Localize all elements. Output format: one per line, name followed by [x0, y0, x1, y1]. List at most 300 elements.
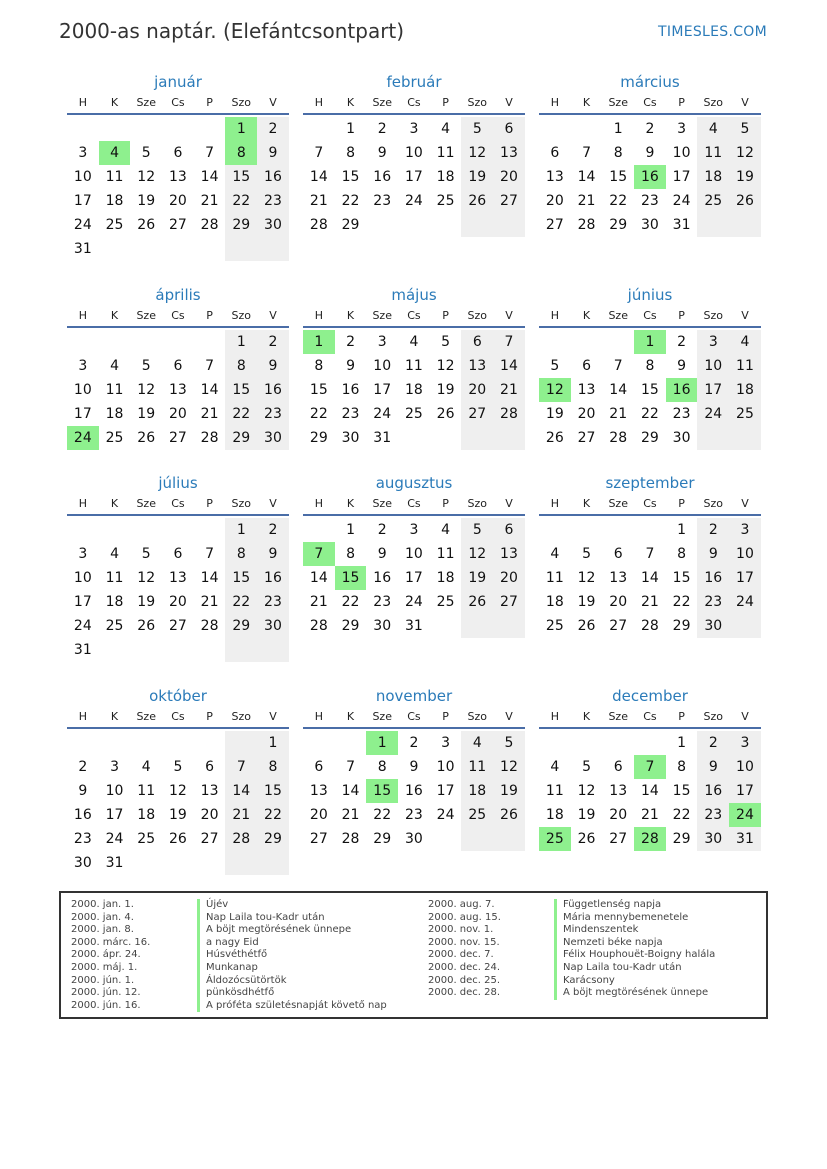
holiday-day-cell: 1 — [303, 330, 335, 354]
day-cell: 16 — [341, 382, 360, 398]
day-cell: 26 — [461, 590, 493, 614]
day-cell: 21 — [200, 594, 219, 610]
day-cell: 22 — [225, 590, 257, 614]
day-grid — [67, 518, 289, 662]
day-cell: 18 — [436, 570, 455, 586]
weekday-label: Cs — [171, 96, 185, 109]
month-március — [539, 71, 761, 237]
day-cell: 12 — [461, 141, 493, 165]
day-cell: 11 — [436, 145, 455, 161]
day-cell: 23 — [697, 803, 729, 827]
empty-cell — [130, 638, 162, 662]
month-december — [539, 685, 761, 851]
weekday-label: V — [741, 309, 749, 322]
legend-date: 2000. máj. 1. — [71, 961, 138, 973]
weekday-label: K — [110, 96, 119, 109]
month-title: február — [386, 73, 442, 91]
day-cell: 23 — [341, 406, 360, 422]
day-cell: 12 — [137, 382, 156, 398]
day-cell: 19 — [137, 594, 156, 610]
legend-date: 2000. márc. 16. — [71, 936, 151, 948]
holiday-day-cell: 25 — [539, 827, 571, 851]
day-cell: 8 — [645, 358, 655, 374]
day-cell: 23 — [257, 189, 289, 213]
weekday-label: H — [550, 497, 559, 510]
day-cell: 25 — [729, 402, 761, 426]
day-cell: 25 — [436, 193, 455, 209]
day-cell: 3 — [677, 121, 687, 137]
day-cell: 17 — [672, 169, 691, 185]
empty-cell — [225, 237, 257, 261]
day-cell: 27 — [493, 189, 525, 213]
day-cell: 21 — [609, 406, 628, 422]
legend-row — [418, 949, 715, 962]
empty-cell — [130, 330, 162, 354]
day-cell: 17 — [729, 566, 761, 590]
day-cell: 13 — [168, 169, 187, 185]
day-cell: 12 — [493, 755, 525, 779]
day-cell: 21 — [309, 594, 328, 610]
day-cell: 20 — [609, 807, 628, 823]
empty-cell — [398, 213, 430, 237]
day-cell: 10 — [672, 145, 691, 161]
day-cell: 18 — [545, 594, 564, 610]
day-cell: 3 — [78, 546, 88, 562]
day-grid — [539, 117, 761, 237]
day-cell: 8 — [225, 542, 257, 566]
day-cell: 5 — [582, 759, 591, 775]
empty-cell — [194, 330, 226, 354]
day-cell: 27 — [309, 831, 328, 847]
day-cell: 14 — [309, 169, 328, 185]
holiday-day-cell: 4 — [99, 141, 131, 165]
empty-cell — [67, 731, 99, 755]
empty-cell — [398, 426, 430, 450]
day-cell: 12 — [436, 358, 455, 374]
day-cell: 28 — [200, 618, 219, 634]
day-cell: 2 — [697, 731, 729, 755]
empty-cell — [225, 638, 257, 662]
empty-cell — [194, 117, 226, 141]
day-cell: 16 — [373, 570, 392, 586]
weekday-label: Cs — [171, 710, 185, 723]
day-cell: 9 — [377, 145, 387, 161]
weekday-header-row — [303, 494, 525, 516]
day-cell: 26 — [493, 803, 525, 827]
legend-date: 2000. nov. 1. — [428, 924, 494, 936]
empty-cell — [162, 731, 194, 755]
weekday-label: Sze — [136, 96, 156, 109]
day-grid — [303, 518, 525, 638]
weekday-header-row — [67, 494, 289, 516]
empty-cell — [67, 518, 99, 542]
empty-cell — [539, 518, 571, 542]
day-cell: 31 — [404, 618, 423, 634]
day-cell: 23 — [404, 807, 423, 823]
day-cell: 25 — [545, 618, 564, 634]
weekday-label: K — [346, 309, 355, 322]
day-cell: 29 — [672, 831, 691, 847]
day-cell: 7 — [314, 145, 324, 161]
weekday-label: P — [206, 497, 213, 510]
day-cell: 27 — [200, 831, 219, 847]
legend-date: 2000. dec. 7. — [428, 949, 494, 961]
day-cell: 27 — [168, 430, 187, 446]
day-cell: 18 — [404, 382, 423, 398]
day-cell: 22 — [341, 594, 360, 610]
day-cell: 9 — [377, 546, 387, 562]
empty-cell — [461, 213, 493, 237]
day-cell: 4 — [110, 358, 119, 374]
day-cell: 3 — [78, 358, 88, 374]
legend-holiday-name: Munkanap — [197, 962, 258, 975]
legend-date: 2000. jún. 1. — [71, 974, 135, 986]
day-cell: 18 — [545, 807, 564, 823]
day-cell: 18 — [137, 807, 156, 823]
day-cell: 15 — [672, 570, 691, 586]
day-cell: 17 — [404, 570, 423, 586]
day-cell: 19 — [729, 165, 761, 189]
day-cell: 21 — [640, 594, 659, 610]
day-grid — [67, 117, 289, 261]
empty-cell — [493, 426, 525, 450]
month-title: október — [149, 687, 207, 705]
weekday-label: P — [678, 710, 685, 723]
day-cell: 25 — [105, 217, 124, 233]
weekday-label: H — [78, 710, 87, 723]
day-cell: 31 — [105, 855, 124, 871]
empty-cell — [99, 518, 131, 542]
legend-holiday-name: Mindenszentek — [554, 924, 638, 937]
day-cell: 25 — [137, 831, 156, 847]
day-cell: 20 — [609, 594, 628, 610]
day-cell: 2 — [377, 522, 387, 538]
month-title: március — [620, 73, 680, 91]
month-title: november — [375, 687, 453, 705]
weekday-label: H — [550, 309, 559, 322]
day-cell: 17 — [404, 169, 423, 185]
day-cell: 24 — [697, 402, 729, 426]
day-cell: 24 — [373, 406, 392, 422]
day-cell: 6 — [173, 358, 183, 374]
legend-column — [418, 899, 715, 1000]
day-cell: 20 — [168, 594, 187, 610]
legend-holiday-name: Nap Laila tou-Kadr után — [554, 962, 682, 975]
day-cell: 3 — [377, 334, 387, 350]
empty-cell — [335, 731, 367, 755]
weekday-label: K — [582, 96, 591, 109]
day-cell: 23 — [373, 594, 392, 610]
day-cell: 26 — [137, 430, 156, 446]
month-november — [303, 685, 525, 851]
day-cell: 13 — [200, 783, 219, 799]
day-cell: 21 — [200, 193, 219, 209]
legend-row — [418, 912, 715, 925]
day-cell: 22 — [257, 803, 289, 827]
day-cell: 22 — [640, 406, 659, 422]
day-cell: 15 — [672, 783, 691, 799]
day-cell: 30 — [257, 213, 289, 237]
empty-cell — [729, 213, 761, 237]
weekday-label: K — [582, 497, 591, 510]
weekday-label: Szo — [231, 96, 252, 109]
day-cell: 20 — [309, 807, 328, 823]
day-cell: 8 — [613, 145, 623, 161]
month-title: augusztus — [375, 474, 453, 492]
day-cell: 4 — [697, 117, 729, 141]
day-cell: 24 — [404, 193, 423, 209]
legend-holiday-name: a nagy Eid — [197, 937, 259, 950]
day-cell: 25 — [105, 618, 124, 634]
day-cell: 23 — [257, 402, 289, 426]
legend-holiday-name: Karácsony — [554, 975, 615, 988]
legend-row — [418, 975, 715, 988]
day-cell: 7 — [205, 546, 215, 562]
legend-row — [61, 899, 387, 912]
day-cell: 13 — [545, 169, 564, 185]
empty-cell — [194, 237, 226, 261]
day-cell: 14 — [200, 169, 219, 185]
weekday-label: K — [582, 710, 591, 723]
empty-cell — [99, 330, 131, 354]
weekday-header-row — [539, 494, 761, 516]
day-cell: 23 — [373, 193, 392, 209]
month-június — [539, 284, 761, 450]
day-cell: 6 — [582, 358, 591, 374]
day-cell: 16 — [257, 378, 289, 402]
legend-date: 2000. jan. 8. — [71, 924, 134, 936]
month-szeptember — [539, 472, 761, 638]
weekday-label: H — [78, 309, 87, 322]
weekday-label: Cs — [643, 497, 657, 510]
day-cell: 11 — [729, 354, 761, 378]
day-cell: 2 — [377, 121, 387, 137]
day-cell: 22 — [672, 807, 691, 823]
day-cell: 9 — [78, 783, 88, 799]
empty-cell — [194, 731, 226, 755]
day-cell: 22 — [225, 402, 257, 426]
empty-cell — [729, 426, 761, 450]
day-cell: 6 — [493, 518, 525, 542]
weekday-label: Sze — [372, 497, 392, 510]
day-cell: 9 — [697, 542, 729, 566]
day-cell: 11 — [404, 358, 423, 374]
weekday-label: Szo — [703, 309, 724, 322]
empty-cell — [194, 518, 226, 542]
day-cell: 20 — [168, 406, 187, 422]
day-cell: 19 — [493, 779, 525, 803]
day-cell: 7 — [205, 358, 215, 374]
day-cell: 5 — [173, 759, 183, 775]
weekday-label: H — [550, 96, 559, 109]
day-cell: 29 — [341, 618, 360, 634]
empty-cell — [162, 330, 194, 354]
day-cell: 1 — [225, 330, 257, 354]
day-cell: 12 — [461, 542, 493, 566]
weekday-label: P — [442, 309, 449, 322]
day-cell: 30 — [257, 614, 289, 638]
day-cell: 24 — [73, 618, 92, 634]
empty-cell — [430, 614, 462, 638]
day-cell: 24 — [672, 193, 691, 209]
holiday-day-cell: 8 — [225, 141, 257, 165]
empty-cell — [67, 117, 99, 141]
legend-holiday-name: Mária mennybemenetele — [554, 912, 688, 925]
month-február — [303, 71, 525, 237]
legend-row — [418, 987, 715, 1000]
day-cell: 1 — [677, 522, 687, 538]
day-cell: 13 — [609, 570, 628, 586]
weekday-label: K — [110, 497, 119, 510]
day-cell: 12 — [577, 570, 596, 586]
weekday-label: K — [110, 309, 119, 322]
day-cell: 29 — [225, 614, 257, 638]
day-cell: 23 — [697, 590, 729, 614]
empty-cell — [162, 237, 194, 261]
weekday-label: H — [314, 710, 323, 723]
legend-row — [61, 912, 387, 925]
weekday-label: V — [269, 497, 277, 510]
weekday-label: K — [110, 710, 119, 723]
day-cell: 14 — [200, 570, 219, 586]
legend-date: 2000. ápr. 24. — [71, 949, 141, 961]
month-április — [67, 284, 289, 450]
day-cell: 15 — [257, 779, 289, 803]
day-cell: 11 — [697, 141, 729, 165]
day-cell: 22 — [672, 594, 691, 610]
legend-holiday-name: Félix Houphouët-Boigny halála — [554, 949, 715, 962]
day-cell: 17 — [697, 378, 729, 402]
day-cell: 13 — [609, 783, 628, 799]
day-cell: 11 — [105, 570, 124, 586]
empty-cell — [303, 731, 335, 755]
legend-row — [61, 987, 387, 1000]
day-cell: 13 — [168, 382, 187, 398]
day-cell: 7 — [346, 759, 355, 775]
empty-cell — [634, 731, 666, 755]
legend-holiday-name: Nemzeti béke napja — [554, 937, 663, 950]
day-grid — [303, 731, 525, 851]
holiday-day-cell: 1 — [634, 330, 666, 354]
month-augusztus — [303, 472, 525, 638]
day-cell: 24 — [73, 217, 92, 233]
day-cell: 12 — [729, 141, 761, 165]
day-cell: 9 — [409, 759, 419, 775]
day-cell: 1 — [677, 735, 687, 751]
day-cell: 25 — [436, 594, 455, 610]
day-cell: 24 — [436, 807, 455, 823]
empty-cell — [461, 614, 493, 638]
weekday-label: H — [550, 710, 559, 723]
day-cell: 20 — [493, 165, 525, 189]
legend-date: 2000. dec. 24. — [428, 961, 501, 973]
empty-cell — [67, 330, 99, 354]
weekday-header-row — [539, 707, 761, 729]
day-cell: 20 — [461, 378, 493, 402]
day-cell: 14 — [640, 783, 659, 799]
day-cell: 5 — [550, 358, 560, 374]
day-cell: 10 — [373, 358, 392, 374]
day-cell: 13 — [577, 382, 596, 398]
weekday-label: Sze — [608, 497, 628, 510]
day-cell: 30 — [697, 614, 729, 638]
brand-link[interactable]: TIMESLES.COM — [658, 24, 767, 40]
day-cell: 9 — [645, 145, 655, 161]
legend-row — [61, 975, 387, 988]
day-cell: 28 — [309, 217, 328, 233]
day-cell: 17 — [436, 783, 455, 799]
day-cell: 8 — [257, 755, 289, 779]
day-cell: 23 — [73, 831, 92, 847]
day-cell: 5 — [141, 358, 151, 374]
day-cell: 9 — [697, 755, 729, 779]
day-cell: 8 — [314, 358, 324, 374]
day-cell: 29 — [257, 827, 289, 851]
weekday-header-row — [303, 306, 525, 328]
day-cell: 26 — [577, 618, 596, 634]
empty-cell — [162, 117, 194, 141]
empty-cell — [430, 213, 462, 237]
day-cell: 31 — [73, 642, 92, 658]
day-cell: 11 — [137, 783, 156, 799]
day-cell: 29 — [225, 213, 257, 237]
weekday-label: P — [206, 96, 213, 109]
day-cell: 12 — [137, 169, 156, 185]
day-cell: 28 — [200, 430, 219, 446]
empty-cell — [539, 330, 571, 354]
day-cell: 10 — [729, 542, 761, 566]
day-cell: 18 — [105, 406, 124, 422]
day-cell: 29 — [640, 430, 659, 446]
day-cell: 11 — [105, 382, 124, 398]
day-cell: 17 — [73, 193, 92, 209]
weekday-label: H — [314, 96, 323, 109]
day-cell: 5 — [461, 518, 493, 542]
day-cell: 3 — [729, 518, 761, 542]
day-grid — [539, 731, 761, 851]
empty-cell — [257, 237, 289, 261]
day-cell: 5 — [493, 731, 525, 755]
empty-cell — [162, 638, 194, 662]
day-cell: 9 — [677, 358, 687, 374]
legend-row — [418, 962, 715, 975]
month-title: december — [612, 687, 688, 705]
legend-date: 2000. dec. 28. — [428, 987, 501, 999]
legend-date: 2000. dec. 25. — [428, 974, 501, 986]
day-cell: 2 — [78, 759, 88, 775]
day-cell: 28 — [225, 827, 257, 851]
day-cell: 9 — [257, 141, 289, 165]
day-cell: 21 — [577, 193, 596, 209]
day-cell: 4 — [141, 759, 151, 775]
weekday-label: Cs — [643, 710, 657, 723]
day-cell: 10 — [729, 755, 761, 779]
day-cell: 29 — [373, 831, 392, 847]
day-cell: 31 — [729, 827, 761, 851]
day-cell: 9 — [346, 358, 355, 374]
weekday-label: Szo — [231, 309, 252, 322]
weekday-label: V — [505, 497, 513, 510]
day-cell: 17 — [729, 779, 761, 803]
empty-cell — [162, 851, 194, 875]
day-cell: 12 — [137, 570, 156, 586]
month-title: június — [627, 286, 673, 304]
day-cell: 6 — [461, 330, 493, 354]
day-cell: 22 — [373, 807, 392, 823]
day-cell: 30 — [257, 426, 289, 450]
day-cell: 19 — [577, 807, 596, 823]
month-október — [67, 685, 289, 875]
